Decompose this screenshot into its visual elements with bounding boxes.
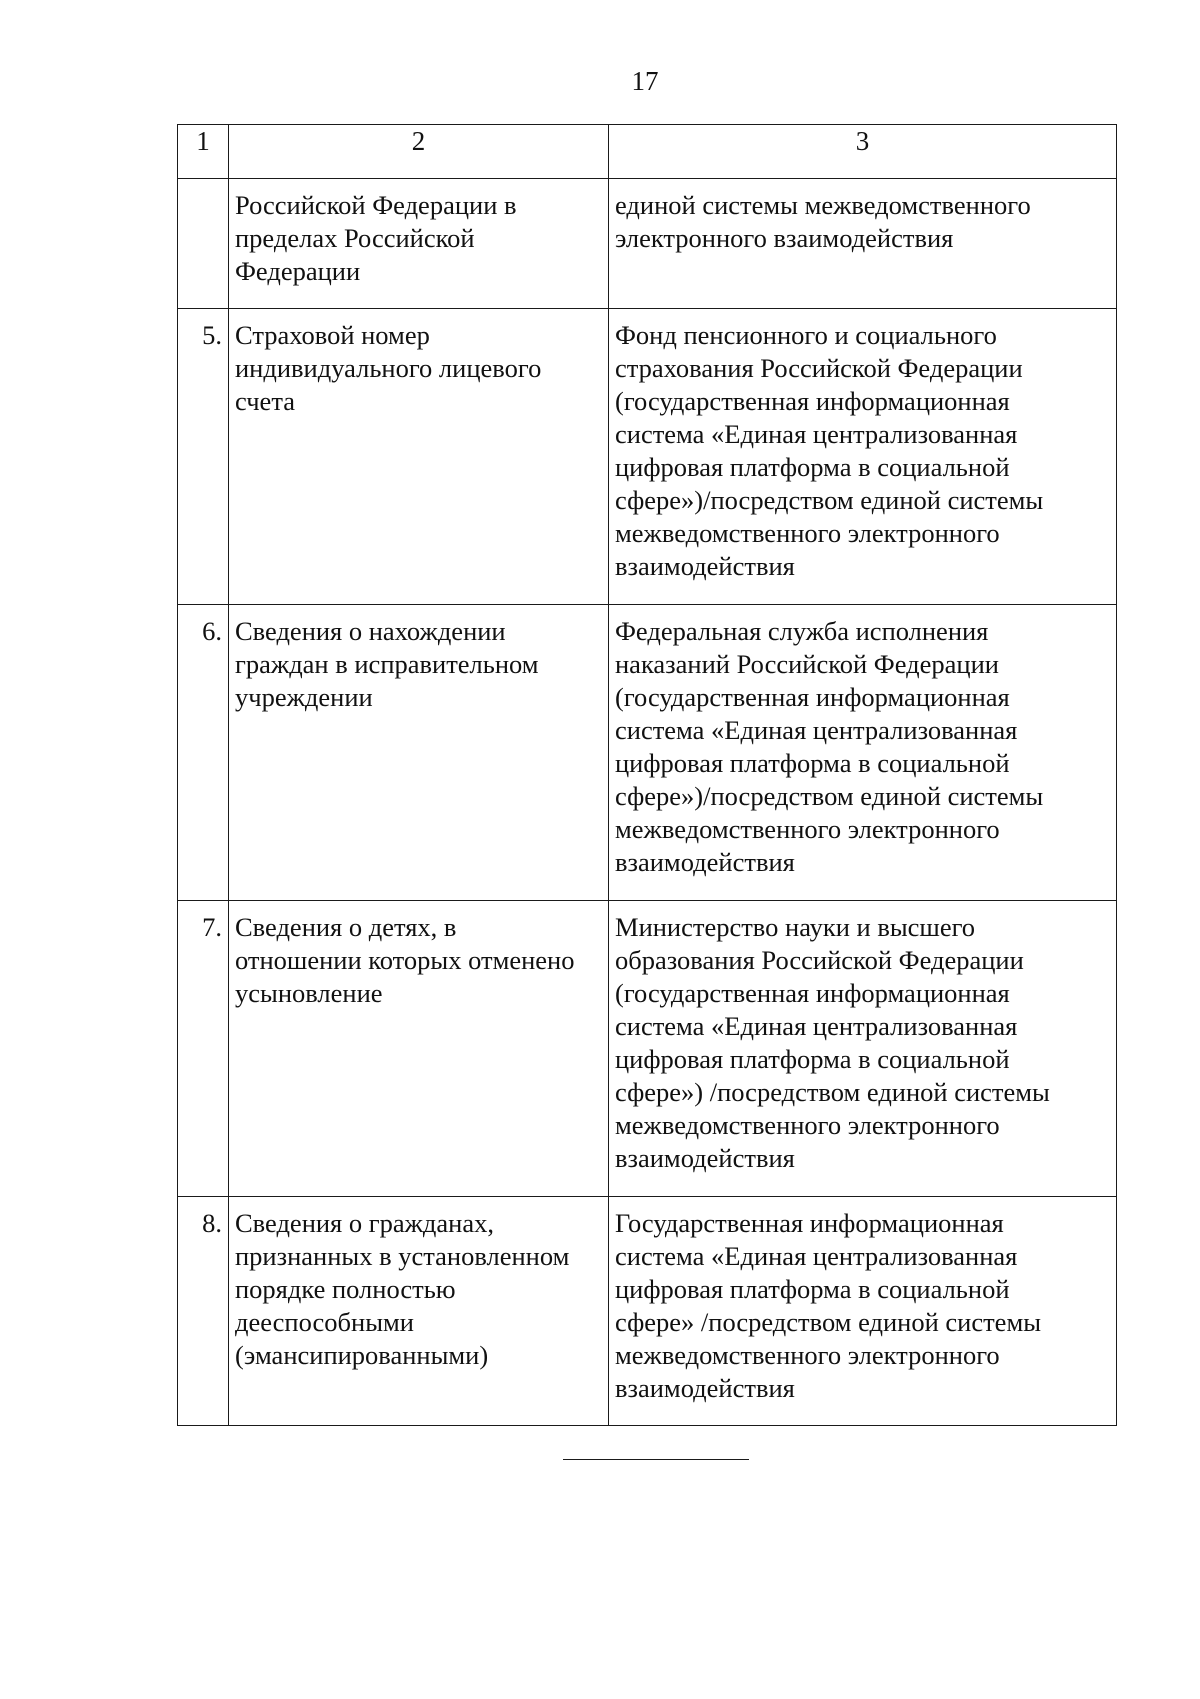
table-row [178, 901, 1117, 1197]
row-information: Сведения о нахождении граждан в исправительном учреждении [229, 605, 609, 901]
row-information: Российской Федерации в пределах Российской Федерации [229, 179, 609, 309]
row-information: Страховой номер индивидуального лицевого счета [229, 309, 609, 605]
column-header-source: 3 [609, 125, 1117, 179]
end-of-document-rule [563, 1459, 749, 1460]
row-number: 8. [178, 1197, 229, 1426]
table-header-row [178, 125, 1117, 179]
column-header-number: 1 [178, 125, 229, 179]
row-information: Сведения о гражданах, признанных в установленном порядке полностью дееспособными (эмансипированными) [229, 1197, 609, 1426]
column-header-information: 2 [229, 125, 609, 179]
table-row [178, 179, 1117, 309]
document-table [177, 124, 1117, 1426]
table-row [178, 1197, 1117, 1426]
row-number: 6. [178, 605, 229, 901]
row-source: Государственная информационная система «Единая централизованная цифровая платформа в социальной сфере» /посредством единой системы межведомственного электронного взаимодействия [609, 1197, 1117, 1426]
row-source: Министерство науки и высшего образования Российской Федерации (государственная информационная система «Единая централизованная цифровая платформа в социальной сфере») /посредством единой системы межведомственного электронного взаимодействия [609, 901, 1117, 1197]
row-source: единой системы межведомственного электронного взаимодействия [609, 179, 1117, 309]
page-number: 17 [631, 66, 659, 96]
row-number: 7. [178, 901, 229, 1197]
row-source: Федеральная служба исполнения наказаний Российской Федерации (государственная информационная система «Единая централизованная цифровая платформа в социальной сфере»)/посредством единой системы межведомственного электронного взаимодействия [609, 605, 1117, 901]
row-source: Фонд пенсионного и социального страхования Российской Федерации (государственная информационная система «Единая централизованная цифровая платформа в социальной сфере»)/посредством единой системы межведомственного электронного взаимодействия [609, 309, 1117, 605]
row-number [178, 179, 229, 309]
table-row [178, 605, 1117, 901]
row-number: 5. [178, 309, 229, 605]
table-row [178, 309, 1117, 605]
row-information: Сведения о детях, в отношении которых отменено усыновление [229, 901, 609, 1197]
